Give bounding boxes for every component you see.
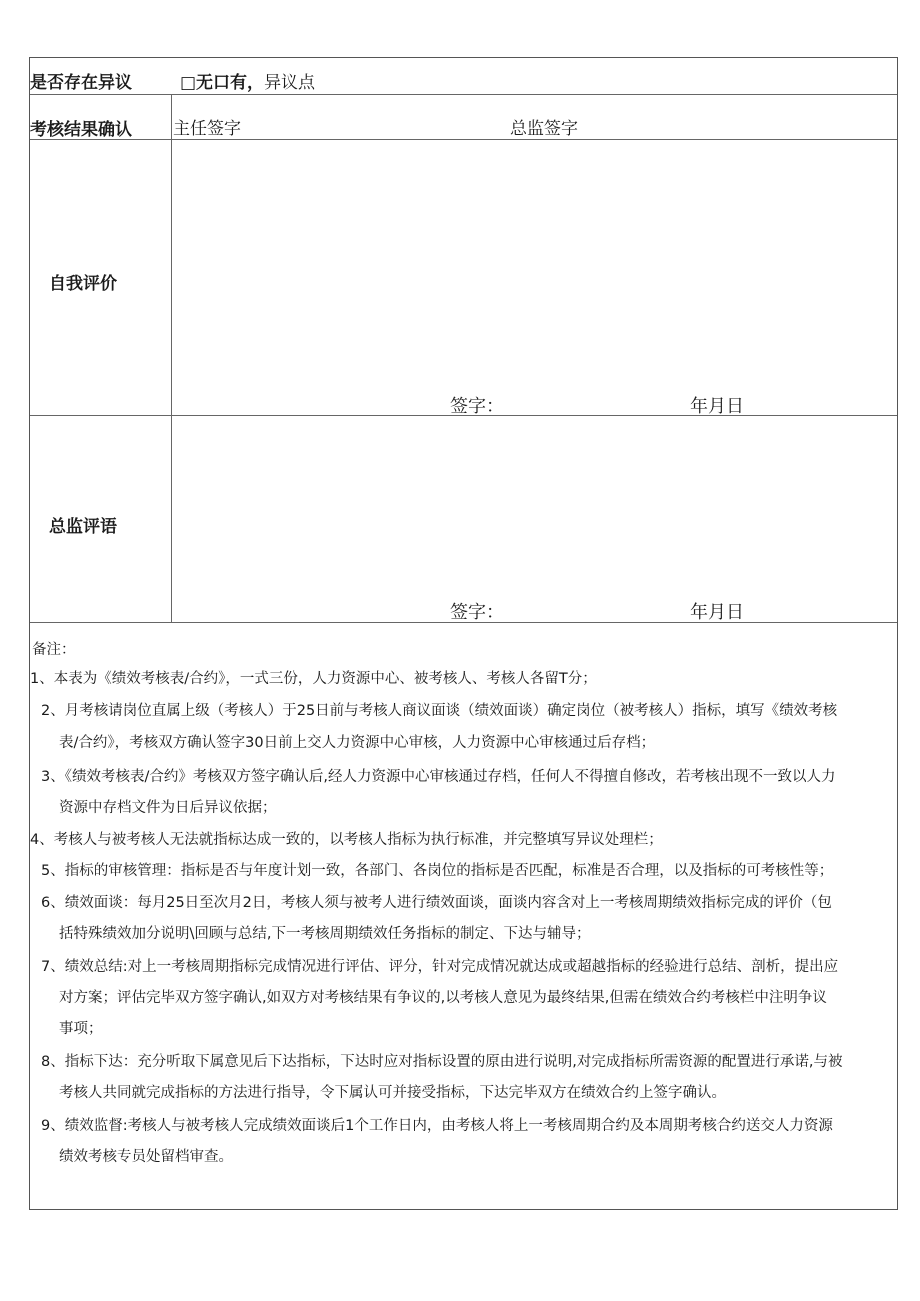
note-line: 6、绩效面谈：每月25日至次月2日，考核人须与被考人进行绩效面谈，面谈内容含对上一考核周期绩效指标完成的评价（包 <box>41 895 832 911</box>
appraisal-form <box>29 57 898 1210</box>
result-confirm-label: 考核结果确认 <box>30 120 132 140</box>
note-line: 8、指标下达：充分听取下属意见后下达指标，下达时应对指标设置的原由进行说明,对完成指标所需资源的配置进行承诺,与被 <box>41 1054 843 1070</box>
note-line: 对方案；评估完毕双方签字确认,如双方对考核结果有争议的,以考核人意见为最终结果,但需在绩效合约考核栏中注明争议 <box>59 990 827 1006</box>
director-comment-sign: 签字： <box>450 602 504 623</box>
note-line: 3、《绩效考核表/合约》考核双方签字确认后,经人力资源中心审核通过存档，任何人不得擅自修改，若考核出现不一致以人力 <box>41 769 836 785</box>
divider <box>30 139 897 140</box>
note-line: 事项； <box>59 1021 103 1037</box>
notes-title: 备注： <box>32 642 76 658</box>
note-line: 括特殊绩效加分说明\回顾与总结,下一考核周期绩效任务指标的制定、下达与辅导； <box>59 926 591 942</box>
director-comment-label: 总监评语 <box>49 517 117 537</box>
note-line: 绩效考核专员处留档审查。 <box>59 1149 233 1165</box>
column-divider <box>171 94 172 622</box>
dispute-options <box>180 68 315 93</box>
note-line: 9、绩效监督:考核人与被考核人完成绩效面谈后1个工作日内，由考核人将上一考核周期合约及本周期考核合约送交人力资源 <box>41 1118 833 1134</box>
note-line: 资源中存档文件为日后异议依据； <box>59 800 277 816</box>
note-line: 2、月考核请岗位直属上级（考核人）于25日前与考核人商议面谈（绩效面谈）确定岗位（被考核人）指标，填写《绩效考核 <box>41 703 838 719</box>
self-eval-sign: 签字： <box>450 396 504 417</box>
self-eval-label: 自我评价 <box>49 274 117 294</box>
note-line: 5、指标的审核管理：指标是否与年度计划一致，各部门、各岗位的指标是否匹配，标准是否合理，以及指标的可考核性等； <box>41 863 834 879</box>
self-eval-date: 年月日 <box>690 396 744 417</box>
dispute-label: 是否存在异议 <box>30 73 132 93</box>
note-line: 7、绩效总结:对上一考核周期指标完成情况进行评估、评分，针对完成情况就达成或超越指标的经验进行总结、剖析，提出应 <box>41 959 839 975</box>
director-comment-date: 年月日 <box>690 602 744 623</box>
supervisor-sign-label: 主任签字 <box>173 119 241 139</box>
dispute-checkbox-options[interactable]: □无口有， <box>180 73 265 93</box>
note-line: 考核人共同就完成指标的方法进行指导，令下属认可并接受指标，下达完毕双方在绩效合约上签字确认。 <box>59 1085 726 1101</box>
divider <box>30 94 897 95</box>
dispute-point-label: 异议点 <box>264 73 316 93</box>
director-sign-label: 总监签字 <box>510 119 578 139</box>
note-line: 4、考核人与被考核人无法就指标达成一致的，以考核人指标为执行标准，并完整填写异议处理栏； <box>30 832 663 848</box>
note-line: 1、本表为《绩效考核表/合约》，一式三份，人力资源中心、被考核人、考核人各留T分； <box>30 671 597 687</box>
note-line: 表/合约》，考核双方确认签字30日前上交人力资源中心审核，人力资源中心审核通过后存档； <box>59 735 656 751</box>
